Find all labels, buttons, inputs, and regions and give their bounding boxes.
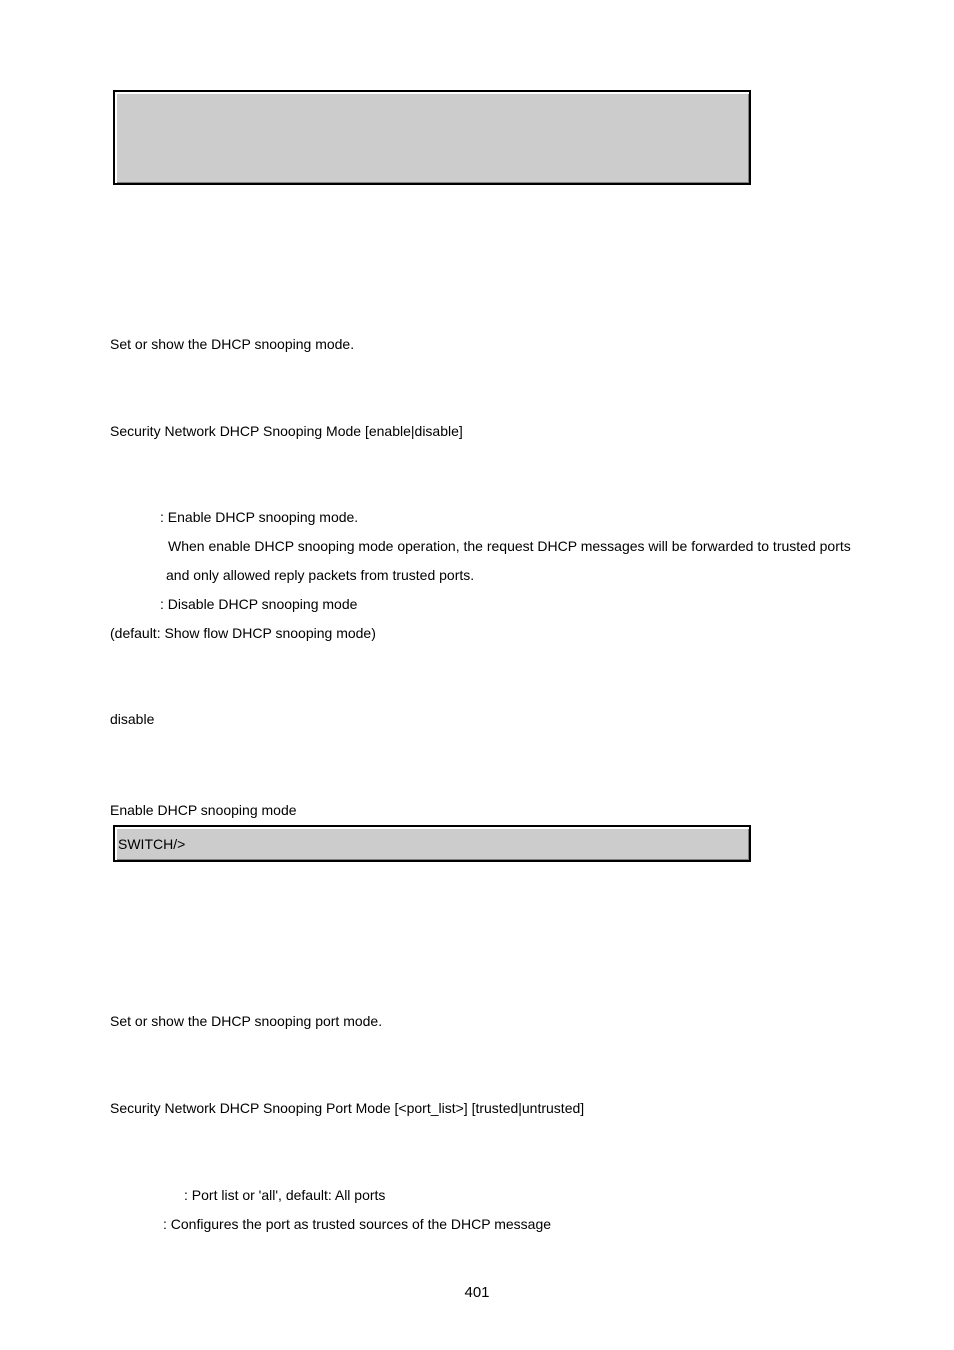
param-port-list: : Port list or 'all', default: All ports — [184, 1187, 386, 1203]
param-enable: : Enable DHCP snooping mode. — [160, 509, 359, 525]
example-title: Enable DHCP snooping mode — [110, 802, 297, 818]
mode-default-value: disable — [110, 711, 155, 727]
page-number: 401 — [464, 1284, 490, 1301]
param-enable-detail-1: When enable DHCP snooping mode operation, the request DHCP messages will be forwarded to trusted ports — [168, 538, 851, 554]
param-enable-detail-2: and only allowed reply packets from trusted ports. — [166, 567, 475, 583]
mode-description: Set or show the DHCP snooping mode. — [110, 336, 355, 352]
param-default-note: (default: Show flow DHCP snooping mode) — [110, 625, 376, 641]
param-trusted: : Configures the port as trusted sources of the DHCP message — [163, 1216, 552, 1232]
header-box — [113, 90, 751, 185]
example-command-box — [113, 825, 751, 862]
example-command: SWITCH/> — [118, 836, 186, 852]
port-description: Set or show the DHCP snooping port mode. — [110, 1013, 383, 1029]
port-syntax: Security Network DHCP Snooping Port Mode [<port_list>] [trusted|untrusted] — [110, 1100, 585, 1116]
mode-syntax: Security Network DHCP Snooping Mode [enable|disable] — [110, 423, 463, 439]
param-disable: : Disable DHCP snooping mode — [160, 596, 358, 612]
